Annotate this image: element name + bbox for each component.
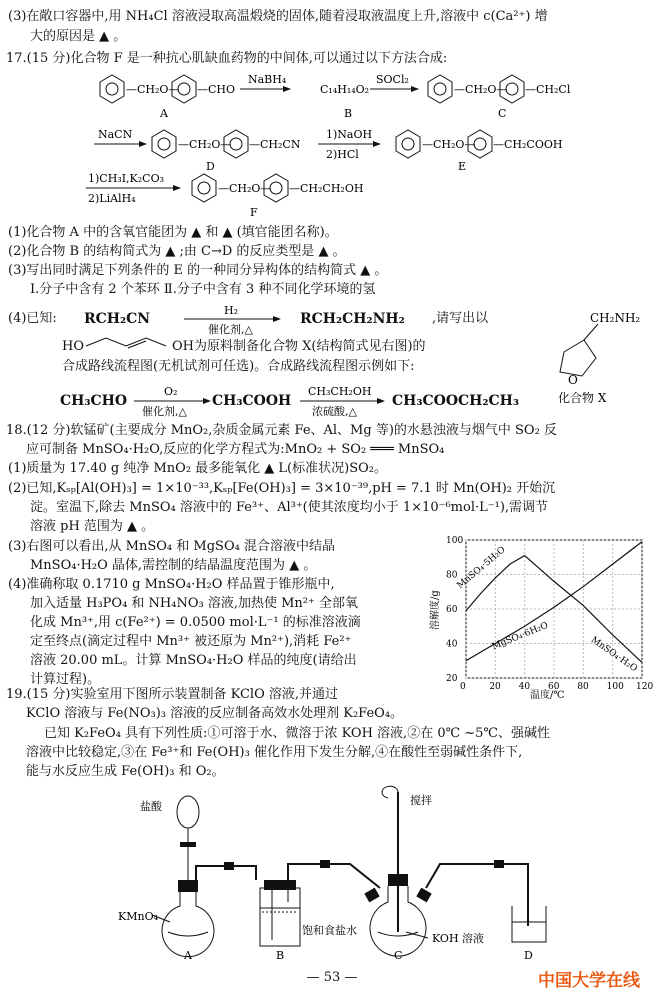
- svg-text:H₂: H₂: [224, 304, 239, 317]
- q17-part3-conditions: Ⅰ.分子中含有 2 个苯环 Ⅱ.分子中含有 3 种不同化学环境的氢: [30, 282, 376, 297]
- series-line-0: [466, 556, 525, 611]
- svg-text:—CH₂O—: —CH₂O—: [422, 138, 476, 151]
- q17-part2: (2)化合物 B 的结构简式为 ▲ ;由 C→D 的反应类型是 ▲ 。: [8, 244, 346, 259]
- eq-arrow: [180, 298, 290, 338]
- reagent-b-to-c: SOCl₂: [376, 73, 409, 86]
- aldehyde-group: —CHO: [197, 83, 236, 96]
- apparatus-b: [260, 880, 357, 962]
- q18-part2-line1: (2)已知,Kₛₚ[Al(OH)₃] = 1×10⁻³³,Kₛₚ[Fe(OH)₃] = 3×10⁻³⁹,pH = 7.1 时 Mn(OH)₂ 开始沉: [8, 481, 556, 496]
- svg-text:—CH₂CH₂OH: —CH₂CH₂OH: [289, 182, 364, 195]
- starting-material-chain: [84, 334, 184, 358]
- x-tick-label: 0: [460, 682, 466, 692]
- example-arrow-1: [130, 380, 220, 420]
- svg-text:—CH₂O—: —CH₂O—: [178, 138, 232, 151]
- example-arrow-2: [296, 380, 396, 420]
- q17-part3: (3)写出同时满足下列条件的 E 的一种同分异构体的结构简式 ▲ 。: [8, 263, 388, 278]
- q18-part3-line1: (3)右图可以看出,从 MnSO₄ 和 MgSO₄ 混合溶液中结晶: [8, 539, 335, 554]
- compound-x-structure: [524, 306, 664, 406]
- x-tick-label: 20: [489, 682, 501, 692]
- q18-part4-line5: 溶液 20.00 mL。计算 MnSO₄·H₂O 样品的纯度(请给出: [30, 653, 357, 668]
- x-tick-label: 60: [548, 682, 560, 692]
- svg-text:—CH₂O—: —CH₂O—: [454, 83, 508, 96]
- q19-line4: 溶液中比较稳定,③在 Fe³⁺和 Fe(OH)₃ 催化作用下发生分解,④在酸性至弱碱性条件下,: [26, 745, 523, 760]
- compound-c-structure: [428, 75, 571, 120]
- q17-part1: (1)化合物 A 中的含氧官能团为 ▲ 和 ▲ (填官能团名称)。: [8, 225, 338, 240]
- label-e: E: [458, 160, 467, 173]
- q18-part4-line1: (4)准确称取 0.1710 g MnSO₄·H₂O 样品置于锥形瓶中,: [8, 577, 335, 592]
- reagent-d-to-e-1: 1)NaOH: [326, 128, 373, 141]
- y-tick-label: 20: [446, 674, 458, 684]
- eq-reactant: RCH₂CN: [84, 311, 151, 327]
- apparatus-label-c: C: [394, 949, 403, 962]
- x-tick-label: 40: [518, 682, 531, 692]
- q18-part3-line2: MnSO₄·H₂O 晶体,需控制的结晶温度范围为 ▲ 。: [30, 558, 317, 573]
- watermark: 中国大学在线: [538, 971, 640, 991]
- apparatus-c: [364, 786, 484, 962]
- svg-text:CH₂NH₂: CH₂NH₂: [590, 311, 641, 325]
- starting-material-ho: HO: [62, 339, 84, 354]
- q19-line2: KClO 溶液与 Fe(NO₃)₃ 溶液的反应制备高效水处理剂 K₂FeO₄。: [26, 706, 404, 721]
- series-label-0: MnSO₄·5H₂O: [455, 545, 508, 592]
- svg-text:—CH₂COOH: —CH₂COOH: [493, 138, 563, 151]
- q18-part2-line2: 淀。室温下,除去 MnSO₄ 溶液中的 Fe³⁺、Al³⁺(使其浓度均小于 1×10⁻⁶mol·L⁻¹),需调节: [30, 500, 549, 515]
- q18-part4-line6: 计算过程)。: [30, 672, 101, 687]
- y-tick-label: 40: [446, 639, 458, 650]
- reagent-e-to-f-2: 2)LiAlH₄: [88, 192, 136, 205]
- apparatus-a: [118, 796, 214, 962]
- svg-text:—CH₂CN: —CH₂CN: [249, 138, 301, 151]
- q19-line1: 19.(15 分)实验室用下图所示装置制备 KClO 溶液,并通过: [6, 687, 339, 702]
- eq-product: RCH₂CH₂NH₂: [300, 311, 405, 327]
- apparatus-label-d: D: [524, 949, 533, 962]
- koh-label: KOH 溶液: [432, 932, 485, 945]
- reagent-e-to-f-1: 1)CH₃I,K₂CO₃: [88, 172, 165, 185]
- label-d: D: [206, 160, 215, 173]
- reagent-c-to-d: NaCN: [98, 128, 133, 141]
- q17-header: 17.(15 分)化合物 F 是一种抗心肌缺血药物的中间体,可以通过以下方法合成:: [6, 51, 448, 66]
- chart-ylabel: 溶解度/g: [430, 590, 441, 630]
- q18-line2: 应可制备 MnSO₄·H₂O,反应的化学方程式为:MnO₂ + SO₂ ═══ MnSO₄: [26, 442, 445, 457]
- q17-part4-tail: ,请写出以: [432, 311, 489, 326]
- q18-line1: 18.(12 分)软锰矿(主要成分 MnO₂,杂质金属元素 Fe、Al、Mg 等)的水悬浊液与烟气中 SO₂ 反: [6, 423, 557, 438]
- formula-b: C₁₄H₁₄O₂: [320, 83, 370, 96]
- x-tick-label: 120: [636, 682, 654, 692]
- stir-label: 搅拌: [410, 794, 432, 807]
- svg-text:—CH₂O—: —CH₂O—: [218, 182, 272, 195]
- compound-x-label: 化合物 X: [558, 391, 607, 405]
- x-tick-label: 100: [606, 682, 624, 692]
- q16-part3-line2: 大的原因是 ▲ 。: [30, 29, 127, 44]
- compound-e-structure: [396, 130, 562, 173]
- series-label-1: MgSO₄·6H₂O: [490, 620, 550, 653]
- brine-label: 饱和食盐水: [302, 924, 357, 937]
- apparatus-label-b: B: [276, 949, 285, 962]
- svg-text:O₂: O₂: [164, 385, 178, 398]
- example-product: CH₃COOCH₂CH₃: [392, 393, 520, 409]
- compound-d-structure: [152, 130, 301, 173]
- svg-text:浓硫酸,△: 浓硫酸,△: [312, 405, 357, 418]
- q19-line3: 已知 K₂FeO₄ 具有下列性质:①可溶于水、微溶于浓 KOH 溶液,②在 0℃ ~5℃、强碱性: [44, 726, 550, 741]
- label-f: F: [250, 206, 258, 219]
- compound-f-structure: [192, 174, 363, 219]
- y-tick-label: 100: [446, 536, 464, 546]
- reagent-a-to-b: NaBH₄: [248, 73, 287, 86]
- x-tick-label: 80: [577, 682, 589, 692]
- q17-part4-known: (4)已知:: [8, 311, 57, 326]
- q18-part4-line2: 加入适量 H₃PO₄ 和 NH₄NO₃ 溶液,加热使 Mn²⁺ 全部氧: [30, 596, 359, 611]
- chart-xlabel: 温度/℃: [530, 690, 565, 701]
- reagent-d-to-e-2: 2)HCl: [326, 148, 359, 161]
- q18-part4-line4: 定至终点(滴定过程中 Mn³⁺ 被还原为 Mn²⁺),消耗 Fe²⁺: [30, 634, 352, 649]
- label-a: A: [160, 107, 168, 120]
- compound-a-structure: [100, 75, 235, 120]
- svg-text:O: O: [568, 373, 578, 387]
- y-tick-label: 60: [446, 605, 458, 615]
- q19-line5: 能与水反应生成 Fe(OH)₃ 和 O₂。: [26, 764, 225, 779]
- q18-part1: (1)质量为 17.40 g 纯净 MnO₂ 最多能氧化 ▲ L(标准状况)SO₂。: [8, 461, 387, 476]
- series-label-2: MnSO₄·H₂O: [588, 635, 639, 675]
- link-group-a: —CH₂O—: [126, 83, 180, 96]
- q18-part4-line3: 化成 Mn³⁺,用 c(Fe²⁺) = 0.0500 mol·L⁻¹ 的标准溶液滴: [30, 615, 361, 630]
- apparatus-diagram: [0, 782, 664, 962]
- svg-text:—CH₂Cl: —CH₂Cl: [525, 83, 571, 96]
- q16-part3-line1: (3)在敞口容器中,用 NH₄Cl 溶液浸取高温煅烧的固体,随着浸取液温度上升,溶液中 c(Ca²⁺) 增: [8, 9, 548, 24]
- svg-text:催化剂,△: 催化剂,△: [142, 405, 187, 418]
- q18-part2-line3: 溶液 pH 范围为 ▲ 。: [30, 519, 155, 534]
- q17-part4-line2: OH为原料制备化合物 X(结构简式见右图)的: [172, 339, 426, 354]
- q17-part4-line3: 合成路线流程图(无机试剂可任选)。合成路线流程图示例如下:: [62, 359, 415, 374]
- label-b: B: [344, 107, 353, 120]
- example-intermediate: CH₃COOH: [212, 393, 292, 409]
- svg-text:CH₃CH₂OH: CH₃CH₂OH: [308, 385, 372, 398]
- y-tick-label: 80: [446, 570, 458, 581]
- svg-text:催化剂,△: 催化剂,△: [208, 323, 253, 336]
- hcl-label: 盐酸: [140, 800, 162, 813]
- solubility-chart: [430, 530, 654, 701]
- kmno4-label: KMnO₄: [118, 910, 158, 923]
- label-c: C: [498, 107, 507, 120]
- example-reactant: CH₃CHO: [60, 393, 128, 409]
- apparatus-label-a: A: [184, 949, 192, 962]
- page-number: — 53 —: [306, 970, 358, 985]
